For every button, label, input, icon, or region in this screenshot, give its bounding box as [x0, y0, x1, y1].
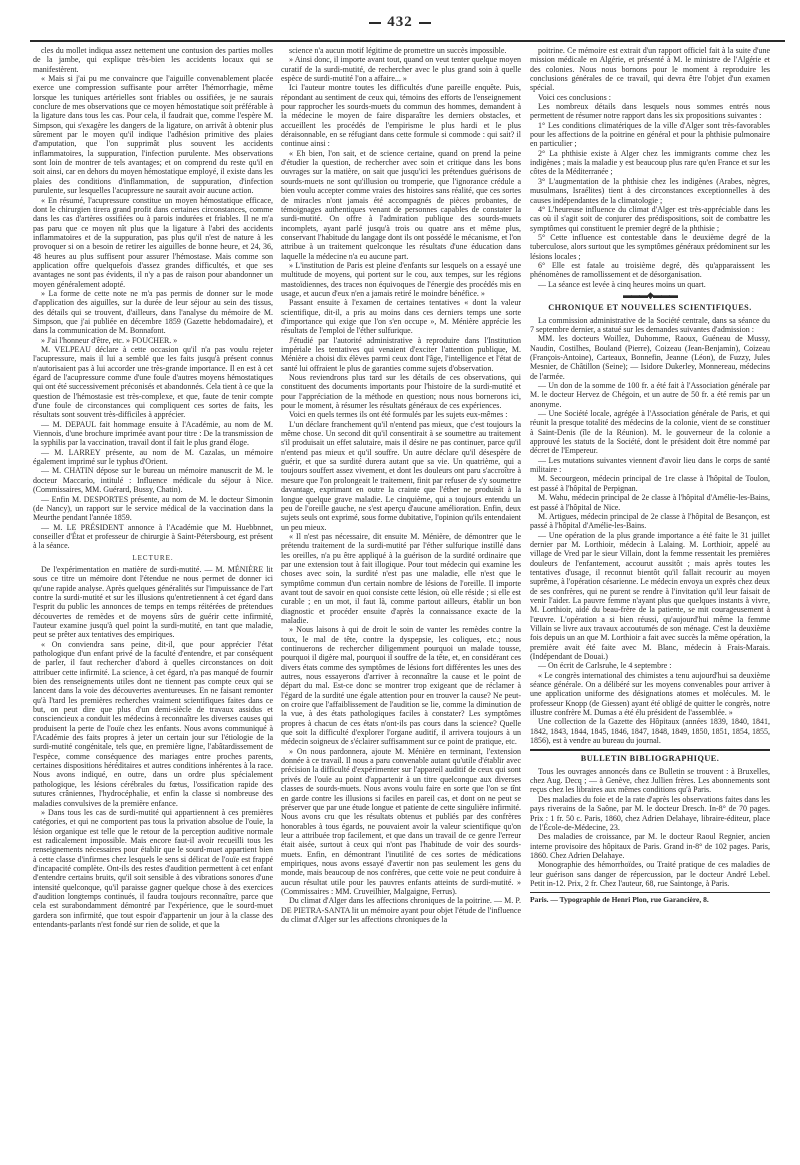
col1-text — [33, 46, 273, 551]
paragraph: M. Wahu, médecin principal de 2e classe à l'hôpital d'Amélie-les-Bains, est passé à l'hôpital de Nice. — [530, 493, 770, 512]
footer-rule — [530, 892, 770, 904]
paragraph: Des maladies de croissance, par M. le docteur Raoul Regnier, ancien interne provisoire des hôpitaux de Paris. Grand in-8° de 102 pages. Paris, 1860. Chez Adrien Delahaye. — [530, 832, 770, 860]
paragraph: — On écrit de Carlsruhe, le 4 septembre : — [538, 661, 672, 671]
paragraph: J'étudié par l'autorité administrative à reproduire dans l'Institution impériale les tentatives qui venaient d'exciter l'attention publique, M. Ménière a choisi dix élèves parmi ceux dont l'âge, l'intelligence et l'état de santé lui offraient le plus de garanties comme sujets d'observation. — [281, 335, 521, 373]
paragraph: cles du mollet indiqua assez nettement une contusion des parties molles de la jambe, qui explique très-bien les accidents locaux qui se manifestèrent. — [33, 46, 273, 74]
paragraph: Les nombreux détails dans lesquels nous sommes entrés nous permettent de résumer notre rapport dans les six propositions suivantes : — [530, 102, 770, 121]
paragraph: « Le congrès international des chimistes a tenu aujourd'hui sa deuxième séance générale. On a délibéré sur les moyens convenables pour arriver à une application uniforme des désignations atomes et molécules. M. le professeur Knopp (de Giessen) ayant été obligé de quitter le congrès, notre illustre confrère M. Dumas a été élu président de l'assemblée. » — [530, 670, 770, 718]
page-number: 432 — [0, 14, 800, 31]
paragraph: Du climat d'Alger dans les affections chroniques de la poitrine. — M. P. DE PIETRA-SANTA lit un mémoire ayant pour objet l'étude de l'influence du climat d'Alger sur les affections chroniques de la — [281, 896, 521, 924]
paragraph: — La séance est levée à cinq heures moins un quart. — [538, 279, 706, 289]
col3-chronique-text — [530, 316, 770, 746]
paragraph: L'un déclare franchement qu'il n'entend pas mieux, que c'est toujours la même chose. Un second dit qu'il consentirait à se soumettre au traitement s'il produisait un effet salutaire, mais il désire ne pas continuer, parce qu'il n'entend pas mieux et qu'il souffre. Un autre déclare qu'il désespère de guérir, et que sa surdité durera autant que sa vie. Un quatrième, qui a toujours souffert assez vivement, et dont les douleurs ont paru s'accroître à mesure que l'on prolongeait le traitement, finit par refuser de s'y soumettre davantage, exprimant en outre la crainte que l'éther ne produisît à la longue quelque grave maladie. Le cinquième, qui a toujours entendu un peu de l'oreille gauche, ne s'est aperçu d'aucune amélioration. Enfin, deux sujets seuls ont exprimé, sous forme dubitative, l'opinion qu'ils entendaient un peu mieux. — [281, 419, 521, 532]
paragraph: 5° Cette influence est contestable dans le deuxième degré de la tuberculose, alors surtout que les symptômes généraux prédominent sur les lésions locales ; — [530, 232, 770, 261]
col3-bulletin-text — [530, 767, 770, 888]
paragraph: « Mais si j'ai pu me convaincre que l'aiguille convenablement placée exerce une compression suffisante pour arrêter l'hémorrhagie, même lorsque les tuniques artérielles sont friables ou ossifiées, je ne saurais conclure de mes observations que ce moyen hémostatique soit préférable à la ligature dans tous les cas. Pour cela, il faudrait que, comme l'espère M. Simpson, qui s'exagère les dangers de la ligature, on arrivât à obtenir plus sûrement par le moyen qu'il indique l'adhésion primitive des plaies d'amputation, que l'on supprimât plus souvent les accidents inflammatoires, la suppuration, l'infection purulente. Mes observations sont loin de montrer de tels avantages; et on comprend du reste qu'il en soit ainsi, car en dehors du moyen hémostatique employé, il existe dans les plaies des conditions d'inflammation, de suppuration, d'infection purulente, sur lesquelles l'acupressure ne saurait avoir aucune action. — [33, 74, 273, 196]
paragraph: » La forme de cette note ne m'a pas permis de donner sur le mode d'application des aiguilles, sur la durée de leur séjour au sein des tissus, des détails qui se trouvent, d'ailleurs, dans l'analyse du mémoire de M. Simpson, que j'ai publiée en décembre 1859 (Gazette hebdomadaire), et dans la communication de M. Bonnafont. — [33, 288, 273, 336]
column-3 — [530, 46, 770, 1153]
paragraph: » J'ai l'honneur d'être, etc. » FOUCHER. » — [41, 335, 178, 345]
paragraph: MM. les docteurs Woillez, Duhomme, Raoux, Guéneau de Mussy, Naudin, Costilhes, Bouland (Pierre), Coizeau (Jean-Benjamin), Coizeau (François-Antoine), Carteaux, Bonnefin, Jeanne (Léon), de Fuzzy, Jules Mesnier, de Châtillon (Seine); — Isidore Dukerley, Monnereau, médecins de l'armée. — [530, 334, 770, 381]
paragraph: — Une Société locale, agrégée à l'Association générale de Paris, et qui réunit la presque totalité des médecins de la colonie, vient de se constituer à Saint-Denis (île de la Réunion). M. le gouverneur de la colonie a approuvé les statuts de la Société, dont le président doit être nommé par décret de l'Empereur. — [530, 409, 770, 456]
printer-footer: Paris. — Typographie de Henri Plon, rue Garancière, 8. — [530, 895, 709, 905]
col3-text — [530, 46, 770, 289]
paragraph: Une collection de la Gazette des Hôpitaux (années 1839, 1840, 1841, 1842, 1843, 1844, 1845, 1846, 1847, 1848, 1849, 1850, 1851, 1854, 1855, 1856), est à vendre au bureau du journal. — [530, 717, 770, 746]
col1-lecture-text — [33, 565, 273, 929]
section-rule — [530, 749, 770, 751]
paragraph: Nous reviendrons plus tard sur les détails de ces observations, qui constituent des documents importants pour l'histoire de la surdi-mutité et pour l'appréciation de la méthode en question; nous nous bornerons ici, pour le moment, à résumer les résultats généraux de ces expériences. — [281, 373, 521, 411]
paragraph: — Une opération de la plus grande importance a été faite le 31 juillet dernier par M. Lorthioir, médecin à Lalaing. M. Lorthioir, appelé au village de Vred par le sieur Villain, dont la femme ressentait les premières douleurs de l'enfantement, accourut aussitôt ; mais après toutes les tentatives d'usage, il reconnut bientôt qu'il fallait recourir au moyen suprême, à l'opération césarienne. Le médecin envoya un exprès chez deux de ses confrères, qui ne purent se rendre à l'invitation qu'il leur faisait de venir l'aider. La pauvre femme n'ayant plus que quelques instants à vivre, M. Lorthioir, aidé du beau-frère de la patiente, se mit courageusement à l'œuvre. L'opération a si bien réussi, qu'aujourd'hui même la femme Villain se livre aux travaux accoutumés de son ménage. C'est la deuxième fois depuis un an que M. Lorthioir a fait avec succès la même opération, la première avait été faite avec M. Blanc, médecin à Frais-Marais. (Indépendant de Douai.) — [530, 530, 770, 661]
paragraph: « Il n'est pas nécessaire, dit ensuite M. Ménière, de démontrer que le prétendu traitement de la surdi-mutité par l'éther sulfurique instillé dans les oreilles, n'a pu être appliqué à la guérison de la surdité ordinaire que par une extension tout à fait illogique. Pour tout médecin qui examine les choses avec soin, la surdité n'est pas une maladie, elle n'est que le symptôme commun d'un certain nombre de lésions de l'oreille. Il importe avant tout de savoir en quoi consiste cette lésion, où elle réside ; si elle est curable ; en un mot, il faut là, comme partout ailleurs, établir un bon diagnostic et procéder ensuite d'après la connaissance exacte de la maladie. — [281, 531, 521, 625]
paragraph: 3° L'augmentation de la phthisie chez les indigènes (Arabes, nègres, musulmans, Israélites) tient à des circonstances exceptionnelles à des causes indépendantes de la climatologie ; — [530, 176, 770, 205]
paragraph: « On conviendra sans peine, dit-il, que pour apprécier l'état pathologique d'un enfant privé de la faculté d'entendre, et par conséquent de parler, il faut rechercher d'abord à quelles circonstances on doit attribuer cette infirmité. La science, à cet égard, n'a pas manqué de fournir bien des renseignements utiles dont ne tiennent pas compte ceux qui se lancent dans la voie des découvertes aventureuses. En ne faisant remonter qu'à l'tard les premières recherches vraiment scientifiques faites dans ce but, on peut dire que plus d'un demi-siècle de travaux assidus et consciencieux a conduit les médecins à reconnaître les diverses causes qui produisent la perte de l'ouïe chez les enfants. Nous avons communiqué à l'Académie des faits propres à jeter un certain jour sur l'étiologie de la surdi-mutité congénitale, tels que, en première ligne, l'abâtardissement de l'espèce, comme conséquence des mariages entre proches parents, certaines dispositions héréditaires et autres conditions inhérentes à la race. Nous avons indiqué, en outre, dans un ordre plus spécialement pathologique, les lésions cérébrales du fœtus, l'ossification rapide des sutures crâniennes, l'hydrocéphalie, et enfin la classe si nombreuse des maladies convulsives de la première enfance. — [33, 639, 273, 808]
paragraph: — M. DEPAUL fait hommage ensuite à l'Académie, au nom de M. Viennois, d'une brochure imprimée avant pour titre : De la transmission de la syphilis par la vaccination, travail dont il fait le plus grand éloge. — [33, 419, 273, 448]
paragraph: — Un don de la somme de 100 fr. a été fait à l'Association générale par M. le docteur Hervez de Chégoin, et un autre de 50 fr. a été remis par un anonyme. — [530, 381, 770, 409]
paragraph: 2° La phthisie existe à Alger chez les immigrants comme chez les indigènes ; mais la maladie y est beaucoup plus rare qu'en France et sur les côtes de la Méditerranée ; — [530, 148, 770, 177]
paragraph: — M. CHATIN dépose sur le bureau un mémoire manuscrit de M. le docteur Maccario, intitulé : Influence médicale du séjour à Nice. (Commissaires, MM. Guérard, Bussy, Chatin). — [33, 466, 273, 495]
paragraph: — Les mutations suivantes viennent d'avoir lieu dans le corps de santé militaire : — [530, 455, 770, 475]
paragraph: « En résumé, l'acupressure constitue un moyen hémostatique efficace, dont le chirurgien tirera grand profit dans certaines circonstances, comme dans les cas d'artères ossifiées ou à parois indurées et friables. Il ne m'a pas paru que ce moyen nît plus que la ligature à l'abri des accidents inflammatoires et de la suppuration, pas plus qu'il n'est de nature à les provoquer si on a besoin de retirer les aiguilles de bonne heure, et 24, 36, 48 heures au plus suffisent pour assurer l'hémostase. Mais comme son application offre quelquefois d'assez grandes difficultés, et que ses avantages ne sont pas évidents, il n'y a pas de raison pour abandonner un moyen généralement adopté. — [33, 195, 273, 289]
paragraph: M. VELPEAU déclare à cette occasion qu'il n'a pas voulu rejeter l'acupressure, mais il lui a semblé que les faits jusqu'à présent connus n'autorisaient pas à lui accorder une très-grande importance. Il en est à cet égard de l'acupressure comme d'une foule d'autres moyens hémostatiques qui ont été successivement préconisés et abandonnés. Cela tient à ce que la question de l'hémostasie est très-complexe, et que, faute de tenir compte d'une foule de circonstances qui compliquent ces sortes de faits, les résultats sont souvent très-difficiles à apprécier. — [33, 345, 273, 420]
paragraph: — M. LARREY présente, au nom de M. Cazalas, un mémoire également imprimé sur le typhus d'Orient. — [33, 447, 273, 467]
paragraph: » Nous laisons à qui de droit le soin de vanter les remèdes contre la toux, le mal de tête, contre la dyspepsie, les coliques, etc.; nous continuerons de rechercher diligemment pourquoi un malade tousse, pourquoi il digère mal, pourquoi il souffre de la tête, et, en considérant ces divers états comme des symptômes de lésions fort différentes les unes des autres, nous essayerons d'arriver à reconnaître la cause et le point de départ du mal. Est-ce donc se montrer trop exigeant que de réclamer à l'égard de la surdité une égale attention pour en trouver la cause? Ne peut-on croire que l'affaiblissement de l'audition se lie, comme la diminution de la vue, à des états pathologiques faciles à constater? Les symptômes propres à chacun de ces états n'ont-ils pas cours dans la science? Quelle que soit la difficulté d'explorer l'organe auditif, il arrivera toujours à un médecin soigneux de s'éclairer suffisamment sur ce point de pratique, etc. — [281, 625, 521, 747]
paragraph: » Dans tous les cas de surdi-mutité qui appartiennent à ces premières catégories, et qui ne comportent pas tous la privation absolue de l'ouïe, la lésion organique est telle que le retour de la perception auditive normale est radicalement impossible. Mais encore faut-il avoir recueilli tous les renseignements nécessaires pour établir que le sourd-muet appartient bien à cette classe d'infirmes chez lesquels le sens si délicat de l'ouïe est frappé d'incapacité complète. Ont-ils des restes d'audition permettent à cet enfant d'entendre certains bruits, qu'il soit sensible à des vibrations sonores d'une intensité quelconque, qu'il paraisse gagner quelque chose à des exercices d'audition longtemps continués, il faudra toujours reconnaître, parce que cela est surabondamment démontré par l'expérience, que le sourd-muet gardera son infirmité, que tout espoir d'appartenir un jour à la classe des entendants-parlants n'est fondé sur rien de solide, et que la — [33, 807, 273, 929]
column-1 — [33, 46, 273, 1153]
paragraph: poitrine. Ce mémoire est extrait d'un rapport officiel fait à la suite d'une mission médicale en Algérie, et présenté à M. le ministre de l'Algérie et des colonies. Nous nous bornons pour le moment à reproduire les conclusions générales de ce travail, qui devra être l'objet d'un examen spécial. — [530, 46, 770, 93]
paragraph: 4° L'heureuse influence du climat d'Alger est très-appréciable dans les cas où il s'agit soit de conjurer des prédispositions, soit de combattre les symptômes qui constituent le premier degré de la phthisie ; — [530, 204, 770, 233]
paragraph: 1° Les conditions climatériques de la ville d'Alger sont très-favorables pour les affections de la poitrine en général et pour la phthisie pulmonaire en particulier ; — [530, 120, 770, 149]
paragraph: Des maladies du foie et de la rate d'après les observations faites dans les pays riverains de la Saône, par M. le docteur Dresch. In-8° de 70 pages. Prix : 1 fr. 50 c. Paris, 1860, chez Adrien Delahaye, libraire-éditeur, place de l'École-de-Médecine, 23. — [530, 794, 770, 832]
ornament-divider: ▬▬▬◆▬▬▬ — [623, 289, 677, 300]
lecture-heading: LECTURE. — [132, 553, 174, 562]
paragraph: » On nous pardonnera, ajoute M. Ménière en terminant, l'extension donnée à ce travail. Il nous a paru convenable autant qu'utile d'établir avec précision la difficulté d'expérimenter sur l'appareil auditif de ceux qui sont privés de l'ouïe au point d'appartenir à un titre quelconque aux diverses classes de sourds-muets. Nous avons voulu faire en sorte que l'on se tînt en garde contre les illusions si faciles en pareil cas, et dont on ne peut se préserver que par une étude longue et patiente de cette singulière infirmité. Nous avons cru que les résultats obtenus et publiés par des confrères honorables à tous égards, ne pouvaient avoir la valeur scientifique qu'on leur a attribuée trop facilement, et que dans un travail de ce genre l'erreur était aisée, surtout à ceux qui n'ont pas l'habitude de voir des sourds-muets. Enfin, en démontrant l'inutilité de ces sortes de médications empiriques, nous avons essayé d'avertir non pas seulement les gens du monde, mais beaucoup de nos confrères, que cette voie ne peut conduire à aucun résultat utile pour les pauvres enfants atteints de surdi-mutité. » (Commissaires : MM. Cruveilhier, Malgaigne, Ferrus). — [281, 746, 521, 896]
paragraph: Passant ensuite à l'examen de certaines tentatives « dont la valeur scientifique, dit-il, a pris au moins dans ces derniers temps une sorte d'importance qui exige que l'on s'en occupe », M. Ménière apprécie les résultats de l'emploi de l'éther sulfurique. — [281, 298, 521, 336]
paragraph: Voici ces conclusions : — [538, 92, 611, 102]
paragraph: Tous les ouvrages annoncés dans ce Bulletin se trouvent : à Bruxelles, chez Aug. Decq ; — à Genève, chez Jullien frères. Les abonnements sont reçus chez les libraires aux mêmes conditions qu'à Paris. — [530, 766, 770, 795]
paragraph: « Eh bien, l'on sait, et de science certaine, quand on prend la peine d'étudier la question, de rechercher avec soin et critique dans les bons ouvrages sur la matière, on sait que jusqu'ici les prétendues guérisons de sourds-muets ne sont qu'illusion ou tromperie, que l'ignorance crédule a bien voulu accepter comme vraies des histoires sans réalité, que ces sortes de miracles n'ont jamais été accompagnés de pièces probantes, de témoignages authentiques venant de personnes capables de constater la surdi-mutité. On offre à l'admiration publique des sourds-muets incomplets, ayant parlé jusqu'à trois ou quatre ans et même plus, conservant l'habitude du langage dont ils ont possédé le mécanisme, et l'on attribue à un traitement quelconque les résultats d'une éducation dans laquelle la médecine n'a eu aucune part. — [281, 148, 521, 261]
paragraph: M. Secourgeon, médecin principal de 1re classe à l'hôpital de Toulon, est passé à l'hôpital de Perpignan. — [530, 474, 770, 493]
chronique-heading: CHRONIQUE ET NOUVELLES SCIENTIFIQUES. — [548, 303, 752, 313]
paragraph: — Enfin M. DESPORTES présente, au nom de M. le docteur Simonin (de Nancy), un rapport sur le service médical de la vaccination dans la Meurthe pendant l'année 1859. — [33, 494, 273, 523]
paragraph: Ici l'auteur montre toutes les difficultés d'une pareille enquête. Puis, répondant au sentiment de ceux qui, témoins des efforts de l'enseignement pour rapprocher les sourds-muets du commun des hommes, demandent à la médecine le moyen de faire disparaître les derniers obstacles, et accueillent les procédés de l'empirisme le plus hardi et le plus déraisonnable, en se réfugiant dans cette formule si commode : qui sait? il continue ainsi : — [281, 83, 521, 149]
paragraph: 6° Elle est fatale au troisième degré, dès qu'apparaissent les phénomènes de ramollissement et de désorganisation. — [530, 260, 770, 280]
bulletin-heading: BULLETIN BIBLIOGRAPHIQUE. — [580, 754, 720, 764]
paragraph: » Ainsi donc, il importe avant tout, quand on veut tenter quelque moyen curatif de la surdi-mutité, de rechercher avec le plus grand soin à quelle espèce de surdi-mutité l'on a affaire... » — [281, 55, 521, 84]
paragraph: science n'a aucun motif légitime de promettre un succès impossible. — [289, 46, 507, 55]
paragraph: M. Artigues, médecin principal de 2e classe à l'hôpital de Besançon, est passé à l'hôpital d'Amélie-les-Bains. — [530, 511, 770, 531]
paragraph: La commission administrative de la Société centrale, dans sa séance du 7 septembre dernier, a statué sur les demandes suivantes d'admission : — [530, 315, 770, 334]
paragraph: Monographie des hémorrhoïdes, ou Traité pratique de ces maladies de leur guérison sans danger de répercussion, par le docteur André Lebel. Petit in-12. Prix, 2 fr. Chez l'auteur, 68, rue Saintonge, à Paris. — [530, 860, 770, 888]
header-rule — [30, 40, 785, 42]
paragraph: De l'expérimentation en matière de surdi-mutité. — M. MÉNIÈRE lit sous ce titre un mémoire dont l'étendue ne nous permet de donner ici qu'une rapide analyse. Après quelques généralités sur l'impuissance de l'art contre la surdi-mutité et sur les illusions qu'entretiennent à cet égard dans l'esprit du public les annonces de temps en temps réitérées de prétendues découvertes de remèdes et de moyens sûrs de guérir cette infirmité, l'auteur examine jusqu'à quel point la surdi-mutité, en tant que maladie, peut se prêter aux tentatives des empiriques. — [33, 564, 273, 640]
column-2 — [281, 46, 521, 1153]
col2-text — [281, 46, 521, 924]
paragraph: — M. LE PRÉSIDENT annonce à l'Académie que M. Huebbnnet, conseiller d'État et professeur de chirurgie à Saint-Pétersbourg, est présent à la séance. — [33, 522, 273, 551]
paragraph: » L'institution de Paris est pleine d'enfants sur lesquels on a essayé une multitude de moyens, qui portent sur le cou, aux tempes, sur les régions mastoïdiennes, des traces non équivoques de l'énergie des procédés mis en usage, et aucun d'eux n'en a jamais retiré le moindre bénéfice. » — [281, 260, 521, 298]
paragraph: Voici en quels termes ils ont été formulés par les sujets eux-mêmes : — [289, 410, 508, 420]
